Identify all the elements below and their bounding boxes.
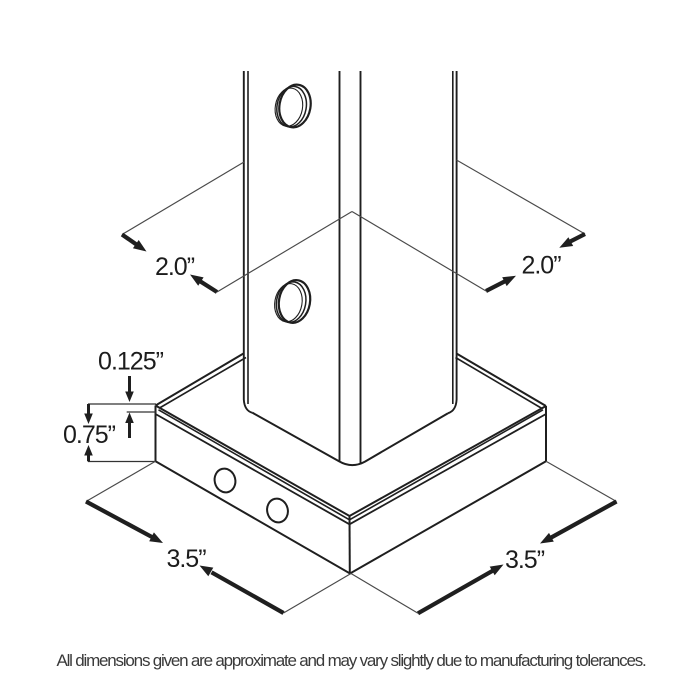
dim-label-plate-height: 0.75” [63,421,115,449]
dim-arrow-shaft [86,502,153,538]
dim-arrowhead [502,276,516,286]
post-hole-lower [272,277,314,326]
dim-extension-line [217,212,352,293]
dim-arrowhead [149,532,163,543]
plate-top-back-right-chamfer [456,358,543,409]
dim-arrowhead [125,413,134,424]
plate-hole-right-outline [265,496,291,524]
dim-label-plate-width-left: 3.5” [166,545,206,573]
dim-extension-line [122,162,244,235]
tolerance-note: All dimensions given are approximate and may vary slightly due to manufacturing tolerances. [56,651,646,670]
dim-label-post-width-right: 2.0” [521,251,561,280]
post-bottom-weld-edge [253,413,449,465]
dim-extension-line [457,160,586,234]
plate-hole-left-outline [212,466,238,494]
dim-arrow-shaft [486,281,505,291]
dim-extension-line [284,574,352,614]
dim-arrow-shaft [418,571,493,614]
dim-arrow-shaft [212,572,284,613]
dim-extension-line [546,461,617,501]
dim-arrow-shaft [551,502,617,538]
dim-arrow-shaft [122,235,137,245]
dim-label-post-width-left: 2.0” [154,253,195,281]
plate-hole-right [265,496,291,524]
dim-extension-line [86,461,156,501]
dim-post-width-left [122,162,352,292]
dim-arrowhead [540,533,554,544]
dim-plate-height [63,404,155,462]
dim-post-width-right [352,160,585,291]
base-plate [156,354,547,574]
dim-arrow-shaft [200,281,217,292]
plate-top-front-edges [156,406,547,517]
dim-arrow-shaft [571,234,586,241]
plate-top-back-left-edge [156,354,244,406]
dim-label-plate-thickness: 0.125” [98,347,163,376]
plate-top-back-right-edge [457,354,547,407]
dim-label-plate-width-right: 3.5” [504,546,545,574]
post-hole-upper [272,81,314,130]
dim-extension-line [352,212,486,292]
dim-arrowhead [125,392,134,403]
dim-plate-width-left [86,461,351,613]
dim-plate-width-right [351,461,617,613]
dim-extension-line [351,574,418,614]
post [244,71,457,465]
plate-top-back-left-chamfer [160,358,247,409]
plate-hole-left [212,466,238,494]
plate-sliver-edges [156,414,547,524]
